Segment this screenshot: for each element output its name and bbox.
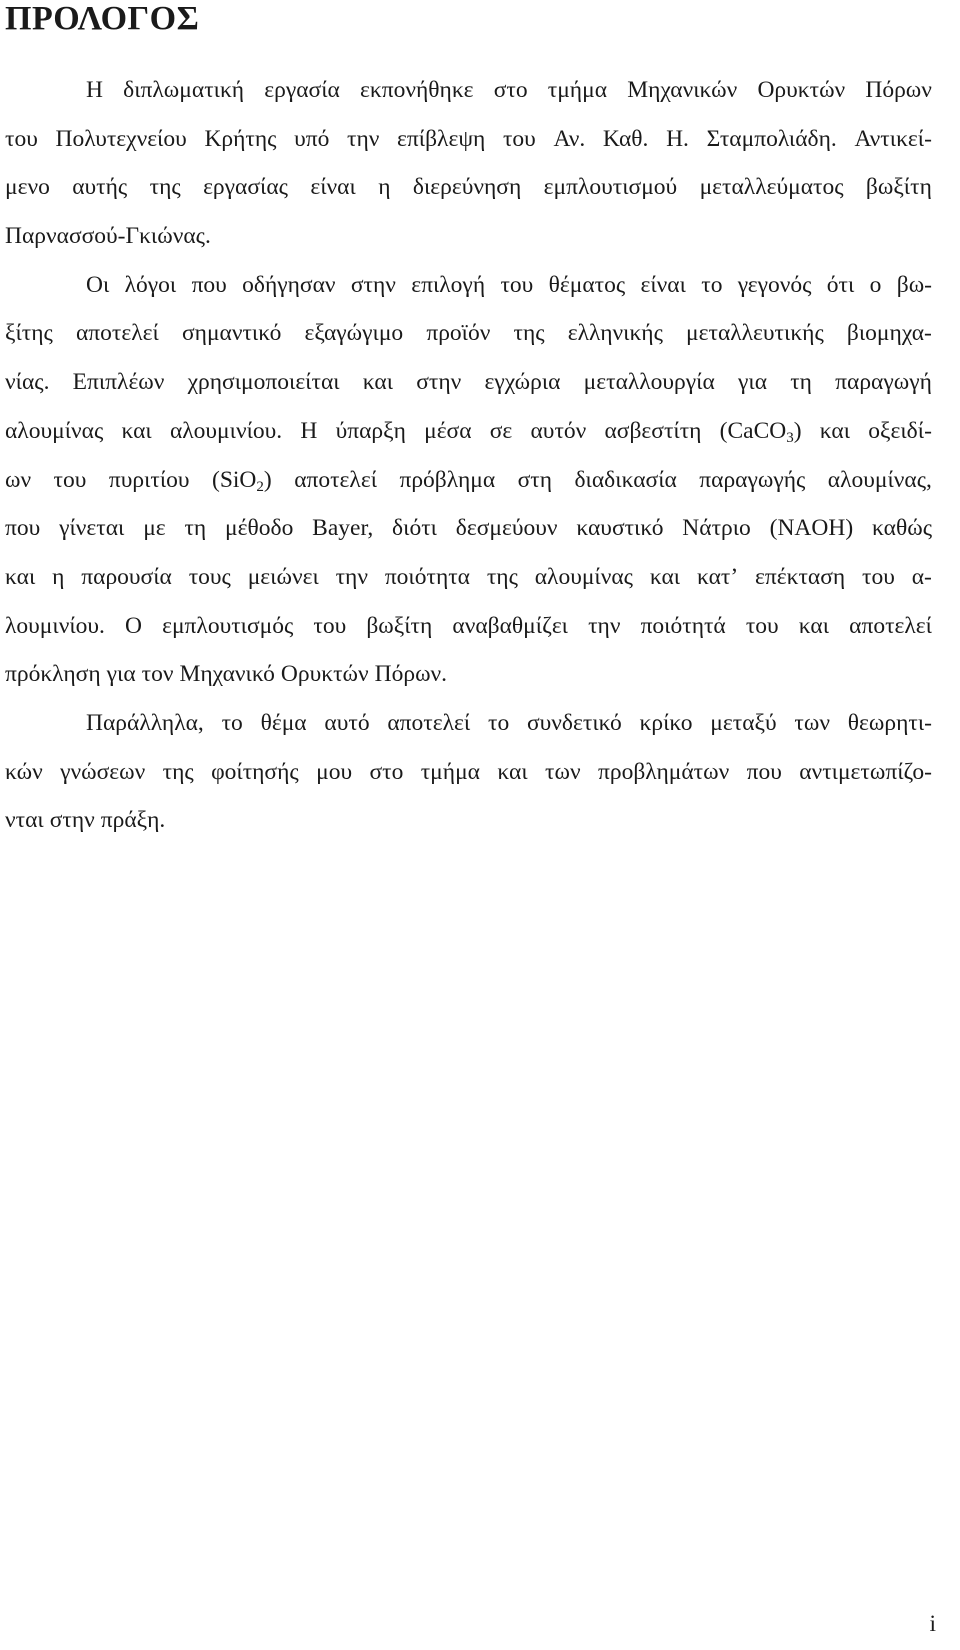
text-line xyxy=(5,553,932,602)
word: λόγοι xyxy=(124,271,177,298)
word: Οι xyxy=(86,271,110,298)
word: εμπλουτισμού xyxy=(543,174,678,201)
word: εμπλουτισμός xyxy=(162,612,294,639)
word: βω- xyxy=(896,271,932,298)
word: Καθ. xyxy=(602,125,649,152)
word: βωξίτη xyxy=(366,612,433,639)
word: καυστικό xyxy=(576,515,664,542)
word: αντιμετωπίζο- xyxy=(799,758,932,785)
word: για xyxy=(106,661,136,688)
word: ο xyxy=(869,271,882,298)
word: μέθοδο xyxy=(225,515,294,542)
word: βωξίτη xyxy=(865,174,932,201)
word: εκπονήθηκε xyxy=(360,77,474,103)
word: Σταμπολιάδη. xyxy=(706,125,837,152)
document-page xyxy=(5,0,932,845)
word: αλουμίνας xyxy=(534,563,633,590)
word: πρόβλημα xyxy=(399,466,496,493)
word: λουμινίου. xyxy=(5,612,105,639)
word: τμήμα xyxy=(420,758,480,785)
word: Νάτριο xyxy=(682,515,751,542)
page-number: i xyxy=(929,1611,936,1637)
text-line xyxy=(5,407,932,456)
word: στην xyxy=(416,369,462,396)
text-line xyxy=(5,504,932,553)
word: εγχώρια xyxy=(484,369,561,396)
word: παρουσία xyxy=(81,563,172,590)
word: θέμα xyxy=(260,709,307,736)
word: ελληνικής xyxy=(567,320,663,347)
text-line xyxy=(5,748,932,797)
word: πράξη. xyxy=(100,807,166,834)
word: αποτελεί xyxy=(849,612,932,639)
word: Πόρων xyxy=(865,77,932,103)
word: που xyxy=(746,758,782,785)
word: αυτής xyxy=(72,174,128,201)
word: εργασίας xyxy=(203,174,288,201)
word: ποιότητά xyxy=(640,612,726,639)
word: αυτό xyxy=(324,709,370,736)
word: καθώς xyxy=(872,515,932,542)
word: σημαντικό xyxy=(181,320,282,347)
word: στο xyxy=(369,758,404,785)
word: επέκταση xyxy=(755,563,846,590)
word: Παράλληλα, xyxy=(86,709,204,736)
word: είναι xyxy=(640,271,686,298)
word: συνδετικό xyxy=(527,709,622,736)
word: του xyxy=(53,466,87,493)
word: κών xyxy=(5,758,43,785)
word: φοίτησής xyxy=(211,758,299,785)
word: Πολυτεχνείου xyxy=(55,125,187,152)
word: μέσα xyxy=(424,417,472,444)
text-line xyxy=(5,212,932,261)
word: ασβεστίτη xyxy=(604,417,702,444)
text-line xyxy=(5,115,932,164)
word: της xyxy=(486,563,518,590)
word: που xyxy=(191,271,227,298)
word: επίβλεψη xyxy=(397,125,486,152)
word: θεωρητι- xyxy=(847,709,932,736)
word: του xyxy=(862,563,895,590)
word: του xyxy=(500,271,534,298)
word: Η xyxy=(300,417,318,444)
word: Μηχανικό xyxy=(179,661,275,688)
word: τον xyxy=(141,661,174,688)
word: διερεύνηση xyxy=(412,174,522,201)
word: κατ’ xyxy=(696,563,739,590)
word: Ο xyxy=(125,612,142,639)
text-line xyxy=(5,456,932,505)
word: μειώνει xyxy=(247,563,319,590)
word: την xyxy=(335,563,368,590)
word: της xyxy=(162,758,194,785)
word: εργασία xyxy=(264,77,340,103)
word: διότι xyxy=(392,515,437,542)
text-line xyxy=(5,650,932,699)
word: αλουμίνας xyxy=(5,417,104,444)
word: Παρνασσού-Γκιώνας. xyxy=(5,223,211,250)
word: εξαγώγιμο xyxy=(304,320,404,347)
word: η xyxy=(52,563,65,590)
word: και xyxy=(121,417,152,444)
word: νται xyxy=(5,807,44,834)
word: βιομηχα- xyxy=(846,320,932,347)
word: (CaCO$_3$) xyxy=(719,417,802,446)
word: τμήμα xyxy=(547,77,608,103)
word: μενο xyxy=(5,174,50,201)
word: το xyxy=(221,709,243,736)
word: προϊόν xyxy=(426,320,491,347)
text-line xyxy=(5,699,932,748)
word: γνώσεων xyxy=(60,758,146,785)
word: στην xyxy=(49,807,95,834)
word: α- xyxy=(911,563,932,590)
word: και xyxy=(5,563,36,590)
word: την xyxy=(347,125,380,152)
word: Η xyxy=(86,77,103,103)
word: των xyxy=(794,709,830,736)
word: και xyxy=(819,417,851,444)
word: ων xyxy=(5,466,32,493)
word: μεταλλεύματος xyxy=(699,174,844,201)
paragraph-3 xyxy=(5,699,932,845)
word: κρίκο xyxy=(639,709,693,736)
word: τη xyxy=(184,515,207,542)
word: μεταλλουργία xyxy=(583,369,715,396)
word: ύπαρξη xyxy=(335,417,406,444)
text-line xyxy=(5,309,932,358)
word: η xyxy=(378,174,391,201)
page-title: ΠΡΟΛΟΓΟΣ xyxy=(5,0,200,37)
word: (NAOH) xyxy=(769,515,854,542)
word: αποτελεί xyxy=(387,709,471,736)
word: αποτελεί xyxy=(76,320,159,347)
word: γεγονός xyxy=(737,271,812,298)
word: Ορυκτών xyxy=(757,77,846,103)
word: αλουμίνας, xyxy=(827,466,932,493)
word: του xyxy=(313,612,347,639)
word: στο xyxy=(493,77,528,103)
word: παραγωγή xyxy=(835,369,932,396)
word: αναβαθμίζει xyxy=(452,612,569,639)
text-line xyxy=(5,796,932,845)
word: διαδικασία xyxy=(574,466,677,493)
word: χρησιμοποιείται xyxy=(187,369,340,396)
paragraph-2 xyxy=(5,261,932,699)
word: μεταξύ xyxy=(710,709,777,736)
word: Μηχανικών xyxy=(627,77,738,103)
word: Bayer, xyxy=(312,515,374,542)
word: Η. xyxy=(666,125,689,152)
text-line xyxy=(5,261,932,310)
document-body xyxy=(5,66,932,845)
word: αλουμινίου. xyxy=(169,417,283,444)
word: πρόκληση xyxy=(5,661,101,688)
word: παραγωγής xyxy=(699,466,806,493)
word: Ορυκτών xyxy=(280,661,369,688)
word: την xyxy=(588,612,621,639)
word: και xyxy=(362,369,394,396)
word: των xyxy=(545,758,581,785)
word: ποιότητα xyxy=(384,563,470,590)
word: του xyxy=(745,612,779,639)
word: (SiO$_2$) xyxy=(212,466,272,495)
word: προβλημάτων xyxy=(597,758,730,785)
word: γίνεται xyxy=(59,515,125,542)
word: το xyxy=(488,709,510,736)
word: στην xyxy=(350,271,396,298)
word: τη xyxy=(790,369,812,396)
word: ότι xyxy=(826,271,855,298)
word: μεταλλευτικής xyxy=(686,320,824,347)
word: Επιπλέων xyxy=(72,369,165,396)
word: και xyxy=(497,758,528,785)
word: της xyxy=(513,320,545,347)
word: και xyxy=(798,612,830,639)
word: της xyxy=(149,174,181,201)
text-line xyxy=(5,358,932,407)
word: μου xyxy=(316,758,353,785)
word: υπό xyxy=(294,125,330,152)
word: επιλογή xyxy=(411,271,486,298)
word: αυτόν xyxy=(530,417,587,444)
word: δεσμεύουν xyxy=(455,515,558,542)
word: πυριτίου xyxy=(108,466,190,493)
word: που xyxy=(5,515,41,542)
word: Αντικεί- xyxy=(854,125,932,152)
word: θέματος xyxy=(548,271,626,298)
word: του xyxy=(502,125,536,152)
word: διπλωματική xyxy=(123,77,245,103)
word: τους xyxy=(188,563,231,590)
word: στη xyxy=(517,466,553,493)
word: Κρήτης xyxy=(204,125,277,152)
text-line xyxy=(5,602,932,651)
word: Αν. xyxy=(553,125,586,152)
word: οδήγησαν xyxy=(242,271,336,298)
word: είναι xyxy=(310,174,356,201)
word: αποτελεί xyxy=(294,466,378,493)
word: για xyxy=(738,369,768,396)
word: με xyxy=(143,515,166,542)
word: το xyxy=(701,271,723,298)
text-line xyxy=(5,66,932,115)
word: οξειδί- xyxy=(868,417,932,444)
paragraph-1 xyxy=(5,66,932,261)
word: και xyxy=(649,563,681,590)
word: ξίτης xyxy=(5,320,53,347)
word: σε xyxy=(489,417,513,444)
word: Πόρων. xyxy=(374,661,448,688)
text-line xyxy=(5,163,932,212)
word: νίας. xyxy=(5,369,50,396)
word: του xyxy=(5,125,38,152)
